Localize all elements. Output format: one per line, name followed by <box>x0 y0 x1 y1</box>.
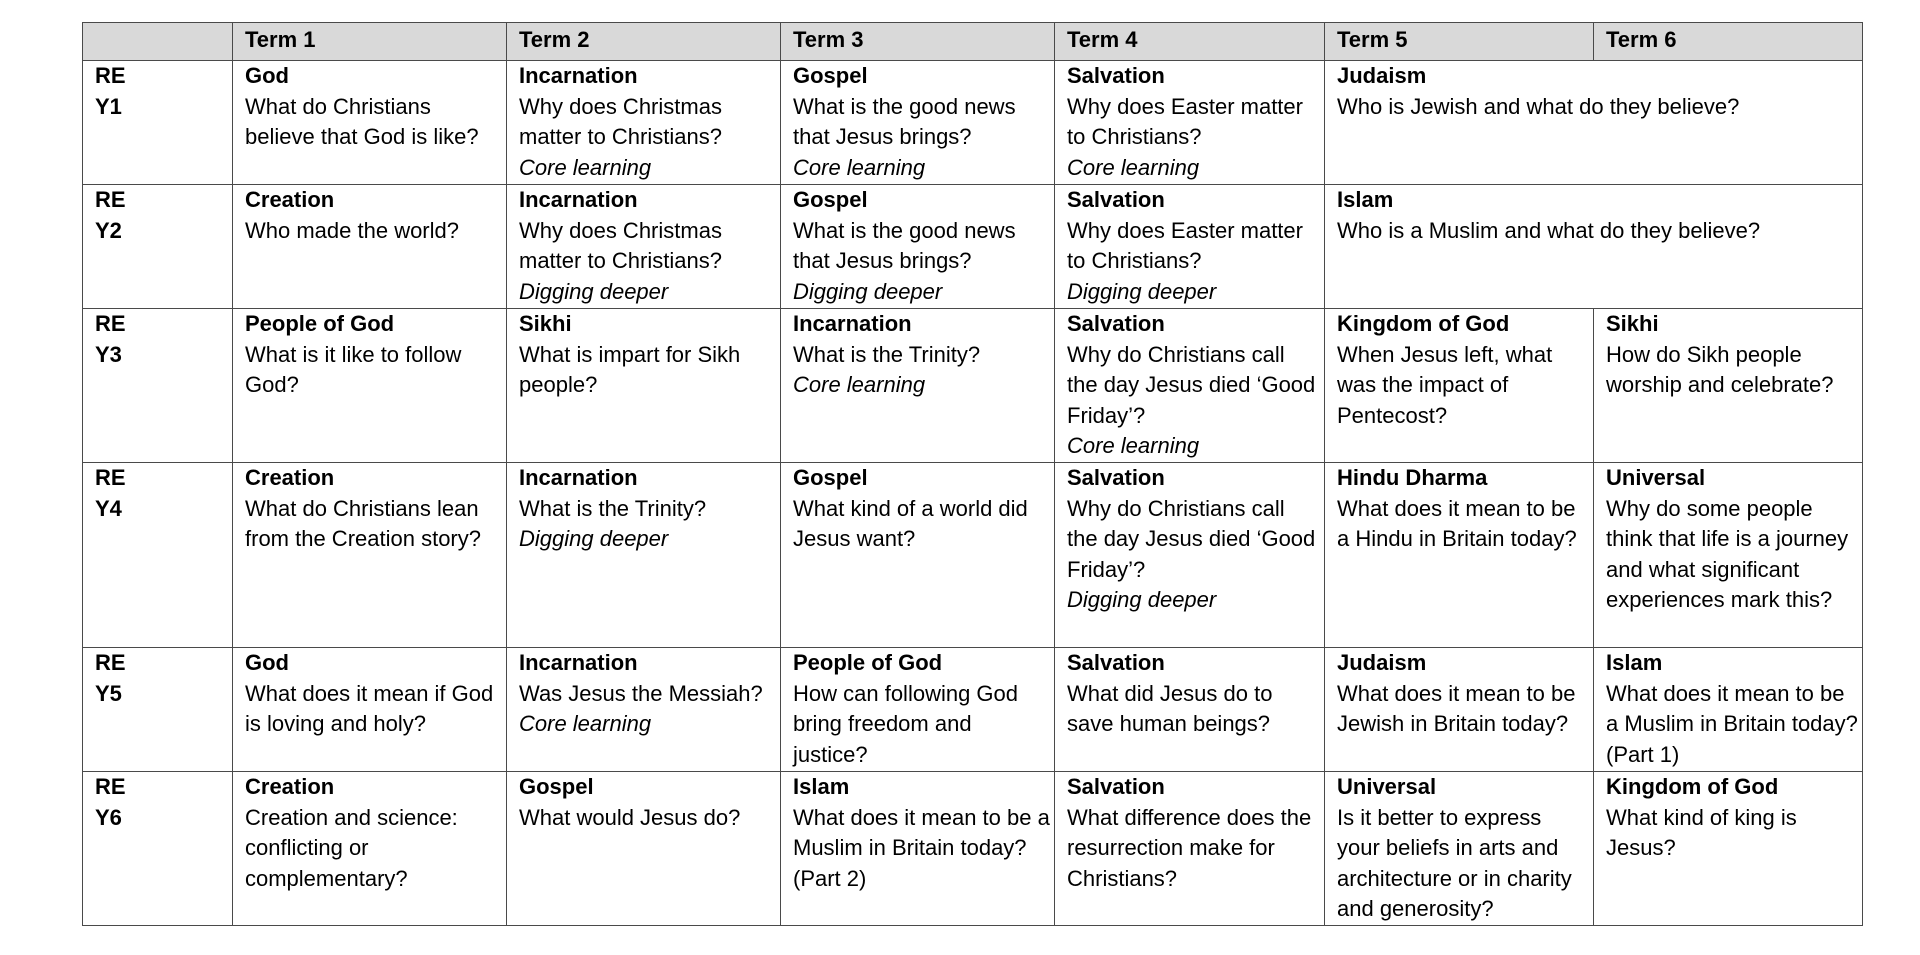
cell-question: Why does Easter matter to Christians? <box>1067 93 1303 150</box>
cell-question: Why do some people think that life is a journey and what significant experiences mark this? <box>1606 495 1849 613</box>
header-term-6: Term 6 <box>1594 23 1863 61</box>
table-cell <box>233 309 507 463</box>
curriculum-table <box>82 22 1863 926</box>
cell-topic: Islam <box>1606 650 1663 675</box>
table-cell <box>1055 309 1325 463</box>
cell-question: What does it mean to be a Muslim in Britain today? (Part 1) <box>1606 680 1858 767</box>
row-subject-label: RE <box>95 63 126 88</box>
cell-question: What would Jesus do? <box>519 804 741 830</box>
table-cell <box>1594 309 1863 463</box>
cell-question: Who made the world? <box>245 217 459 243</box>
cell-question: What is the good news that Jesus brings? <box>793 93 1016 150</box>
table-row <box>83 309 1863 463</box>
cell-note: Digging deeper <box>1067 587 1217 613</box>
cell-topic: Judaism <box>1337 650 1427 675</box>
cell-note: Digging deeper <box>519 526 669 552</box>
cell-question: Who is Jewish and what do they believe? <box>1337 93 1740 119</box>
cell-question: Was Jesus the Messiah? <box>519 680 763 706</box>
cell-topic: People of God <box>245 311 395 336</box>
table-cell <box>233 772 507 926</box>
cell-note: Digging deeper <box>519 278 669 304</box>
cell-note: Core learning <box>793 372 926 398</box>
table-cell <box>781 648 1055 772</box>
table-cell <box>1055 772 1325 926</box>
cell-question: What does it mean to be a Hindu in Britain today? <box>1337 495 1577 552</box>
row-subject-label: RE <box>95 650 126 675</box>
cell-question: Why do Christians call the day Jesus died ‘Good Friday’? <box>1067 341 1316 428</box>
row-year-label: Y2 <box>95 217 122 243</box>
table-cell <box>781 309 1055 463</box>
cell-question: Why does Christmas matter to Christians? <box>519 93 722 150</box>
cell-topic: Hindu Dharma <box>1337 465 1488 490</box>
cell-topic: Gospel <box>793 63 868 88</box>
cell-topic: Incarnation <box>519 63 638 88</box>
cell-question: Why does Christmas matter to Christians? <box>519 217 722 274</box>
cell-question: Why do Christians call the day Jesus died ‘Good Friday’? <box>1067 495 1316 582</box>
cell-topic: Salvation <box>1067 311 1165 336</box>
table-cell <box>781 463 1055 648</box>
row-label-cell <box>83 309 233 463</box>
cell-topic: Gospel <box>793 465 868 490</box>
table-cell <box>781 772 1055 926</box>
cell-topic: God <box>245 63 289 88</box>
cell-note: Digging deeper <box>793 278 943 304</box>
cell-question: What do Christians lean from the Creation story? <box>245 495 481 552</box>
cell-topic: Kingdom of God <box>1606 774 1779 799</box>
table-cell <box>1055 648 1325 772</box>
cell-question: What is the Trinity? <box>519 495 707 521</box>
cell-topic: Salvation <box>1067 774 1165 799</box>
cell-topic: Creation <box>245 187 335 212</box>
cell-topic: Creation <box>245 465 335 490</box>
cell-question: Who is a Muslim and what do they believe? <box>1337 217 1761 243</box>
row-subject-label: RE <box>95 774 126 799</box>
cell-question: What difference does the resurrection make for Christians? <box>1067 804 1312 891</box>
table-cell <box>1594 772 1863 926</box>
table-cell <box>507 185 781 309</box>
cell-question: Why does Easter matter to Christians? <box>1067 217 1303 274</box>
header-row <box>83 23 1863 61</box>
cell-question: What kind of king is Jesus? <box>1606 804 1797 861</box>
table-cell <box>1325 309 1594 463</box>
cell-topic: Salvation <box>1067 187 1165 212</box>
cell-topic: Incarnation <box>519 187 638 212</box>
row-subject-label: RE <box>95 311 126 336</box>
cell-topic: Universal <box>1606 465 1706 490</box>
row-year-label: Y6 <box>95 804 122 830</box>
table-cell <box>1325 648 1594 772</box>
table-cell <box>507 61 781 185</box>
table-cell <box>507 309 781 463</box>
table-cell <box>1055 61 1325 185</box>
table-cell <box>1594 463 1863 648</box>
cell-question: What is impart for Sikh people? <box>519 341 741 398</box>
table-cell <box>1325 772 1594 926</box>
table-cell <box>507 648 781 772</box>
cell-question: What does it mean if God is loving and holy? <box>245 680 494 737</box>
table-row <box>83 463 1863 648</box>
row-year-label: Y4 <box>95 495 122 521</box>
row-year-label: Y3 <box>95 341 122 367</box>
table-cell <box>781 61 1055 185</box>
table-cell <box>1055 463 1325 648</box>
cell-note: Core learning <box>519 711 652 737</box>
cell-note: Digging deeper <box>1067 278 1217 304</box>
cell-topic: People of God <box>793 650 943 675</box>
cell-topic: Gospel <box>519 774 594 799</box>
table-cell-merged <box>1325 185 1863 309</box>
header-corner-cell <box>83 23 233 61</box>
table-cell <box>1325 463 1594 648</box>
cell-note: Core learning <box>1067 154 1200 180</box>
table-row <box>83 185 1863 309</box>
cell-topic: Incarnation <box>793 311 912 336</box>
cell-question: When Jesus left, what was the impact of Pentecost? <box>1337 341 1553 428</box>
table-cell <box>1594 648 1863 772</box>
row-year-label: Y5 <box>95 680 122 706</box>
row-label-cell <box>83 772 233 926</box>
cell-topic: Universal <box>1337 774 1437 799</box>
table-row <box>83 61 1863 185</box>
cell-topic: Salvation <box>1067 465 1165 490</box>
table-row <box>83 648 1863 772</box>
row-label-cell <box>83 185 233 309</box>
cell-topic: Creation <box>245 774 335 799</box>
cell-topic: Salvation <box>1067 63 1165 88</box>
cell-question: What did Jesus do to save human beings? <box>1067 680 1273 737</box>
cell-question: What is it like to follow God? <box>245 341 462 398</box>
cell-question: What does it mean to be a Muslim in Britain today? (Part 2) <box>793 804 1050 891</box>
cell-question: What do Christians believe that God is like? <box>245 93 479 150</box>
row-year-label: Y1 <box>95 93 122 119</box>
table-cell <box>1055 185 1325 309</box>
table-row <box>83 772 1863 926</box>
header-term-2: Term 2 <box>507 23 781 61</box>
header-term-5: Term 5 <box>1325 23 1594 61</box>
cell-note: Core learning <box>793 154 926 180</box>
row-subject-label: RE <box>95 465 126 490</box>
table-cell <box>507 772 781 926</box>
cell-topic: Incarnation <box>519 465 638 490</box>
table-cell <box>507 463 781 648</box>
header-term-3: Term 3 <box>781 23 1055 61</box>
cell-question: How do Sikh people worship and celebrate? <box>1606 341 1834 398</box>
cell-note: Core learning <box>1067 433 1200 459</box>
cell-topic: Sikhi <box>519 311 572 336</box>
table-cell-merged <box>1325 61 1863 185</box>
cell-question: What kind of a world did Jesus want? <box>793 495 1028 552</box>
cell-question: What is the good news that Jesus brings? <box>793 217 1016 274</box>
cell-topic: Islam <box>793 774 850 799</box>
row-subject-label: RE <box>95 187 126 212</box>
cell-topic: Judaism <box>1337 63 1427 88</box>
cell-note: Core learning <box>519 154 652 180</box>
table-cell <box>233 185 507 309</box>
row-label-cell <box>83 61 233 185</box>
cell-topic: Sikhi <box>1606 311 1659 336</box>
cell-topic: Kingdom of God <box>1337 311 1510 336</box>
row-label-cell <box>83 463 233 648</box>
table-cell <box>233 648 507 772</box>
table-cell <box>233 61 507 185</box>
cell-question: What does it mean to be Jewish in Britain today? <box>1337 680 1576 737</box>
row-label-cell <box>83 648 233 772</box>
cell-topic: Gospel <box>793 187 868 212</box>
cell-topic: Salvation <box>1067 650 1165 675</box>
cell-question: How can following God bring freedom and justice? <box>793 680 1019 767</box>
cell-question: Is it better to express your beliefs in arts and architecture or in charity and generosity? <box>1337 804 1572 922</box>
cell-question: What is the Trinity? <box>793 341 981 367</box>
table-cell <box>233 463 507 648</box>
cell-topic: God <box>245 650 289 675</box>
cell-question: Creation and science: conflicting or complementary? <box>245 804 458 891</box>
cell-topic: Incarnation <box>519 650 638 675</box>
cell-topic: Islam <box>1337 187 1394 212</box>
table-cell <box>781 185 1055 309</box>
header-term-1: Term 1 <box>233 23 507 61</box>
header-term-4: Term 4 <box>1055 23 1325 61</box>
